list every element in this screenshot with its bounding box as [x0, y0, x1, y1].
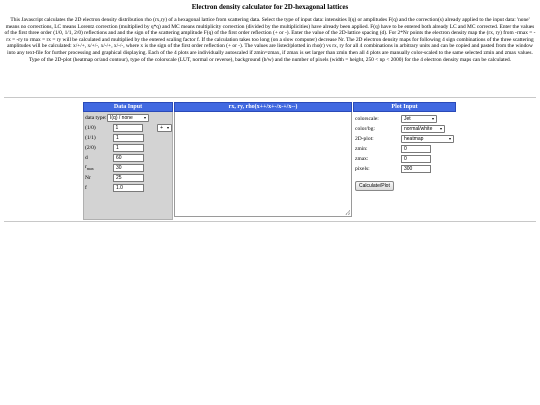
- colorscale-value: Jet: [404, 116, 411, 122]
- colorscale-label: colorscale:: [355, 116, 379, 122]
- r20-input[interactable]: 1: [113, 144, 144, 152]
- calculate-plot-button[interactable]: Calculate/Plot: [355, 181, 394, 191]
- rmax-label: [85, 164, 113, 171]
- plot2d-select[interactable]: [401, 135, 454, 143]
- f-row: [85, 183, 172, 193]
- chevron-down-icon: ▾: [166, 125, 169, 130]
- r11-input[interactable]: 1: [113, 134, 144, 142]
- zmax-label: zmax:: [355, 156, 369, 162]
- rmax-row: [85, 163, 172, 173]
- d-label: d: [85, 155, 88, 161]
- r10-sign-value: +: [160, 125, 164, 131]
- r10-sign-select[interactable]: [157, 124, 172, 132]
- r11-row: [85, 133, 172, 143]
- data-type-row: [85, 113, 172, 123]
- colorscale-select[interactable]: [401, 115, 437, 123]
- chevron-down-icon: ▾: [143, 115, 146, 120]
- zmax-row: [355, 154, 456, 164]
- r10-label: (1/0): [85, 125, 96, 131]
- output-heading: rx, ry, rho(x++/x+-/x-+/x--): [174, 102, 352, 112]
- r10-row: [85, 123, 172, 133]
- r20-label: (2/0): [85, 145, 96, 151]
- nr-label: Nr: [85, 175, 91, 181]
- nr-input[interactable]: 25: [113, 174, 144, 182]
- data-input-panel: [83, 102, 173, 220]
- divider-bottom: [4, 221, 536, 222]
- chevron-down-icon: ▾: [431, 116, 434, 121]
- divider: [4, 97, 536, 98]
- zmin-row: [355, 144, 456, 154]
- pixels-label: pixels:: [355, 166, 370, 172]
- plot2d-label: 2D-plot:: [355, 136, 374, 142]
- plot2d-value: heatmap: [404, 136, 424, 142]
- colorbg-label: color/bg:: [355, 126, 375, 132]
- rmax-input[interactable]: 30: [113, 164, 144, 172]
- zmax-input[interactable]: 0: [401, 155, 431, 163]
- intro-text: This Javascript calculates the 2D electron density distribution rho (rx,ry) of a hexagonal lattice from scattering data. Select the type of input data: intensities I(q) or amplitudes F(q) and the correction(s) already applied to the input data: 'none' means no corrections, LC means Lorentz correction (multiplied by q*q) and MC means multiplicity correction (divided by the multiplicities) have already been applied. F(q) have to be entered both already LC and MC corrected. Enter the values of the first three order (1/0, 1/1, 2/0) reflections and and the sign of the scattering amplitude F(q) of the first order reflection (+ or -). Enter the value of the 2D-lattice spacing (d). For 2*Nr points the electron density map the (rx, ry) from -rmax = -rx = -ry to rmax = rx = ry will be calculated and multiplied by the entered scaling factor f. If the calculation takes too long (on a slow computer) decrease Nr. The 2D electron density maps for following 4 sign combinations of the three scattering amplitudes will be calculated: x/+/+, x/+/-, x/-/+, x/-/-, where x is the sign of the first order reflection (+ or -). The values are listed/plotted in rho(r) vs rx, ry for all 4 combinations in arbitrary units and can be copied and pasted from the window into any text-file for further processing and graphical displaying. Each of the 4 plots are individually autoscaled if zmin=zmax, if zmax is set larger than zmin then all 4 plots are manually color-scaled to the same selected zmin and zmax values. Type of the 2D-plot (heatmap or/and contour), type of the colorscale (LUT, normal or reverse), background (b/w) and the number of pixels (width = height, 250 < np < 2000) for the 4 electron density maps can be calculated.: [4, 17, 536, 63]
- chevron-down-icon: ▾: [439, 126, 442, 131]
- nr-row: [85, 173, 172, 183]
- f-label: f: [85, 185, 87, 191]
- plot-input-panel: [353, 102, 456, 192]
- colorbg-value: normal/white: [404, 126, 433, 132]
- rmax-label-main: r: [85, 164, 87, 171]
- colorbg-select[interactable]: [401, 125, 445, 133]
- r20-row: [85, 143, 172, 153]
- zmin-label: zmin:: [355, 146, 368, 152]
- r10-input[interactable]: 1: [113, 124, 144, 132]
- plot-input-heading: Plot Input: [353, 102, 456, 112]
- d-row: [85, 153, 172, 163]
- data-type-select[interactable]: [107, 114, 149, 122]
- rmax-label-sub: max: [86, 166, 94, 172]
- data-input-heading: Data Input: [83, 102, 173, 112]
- plot2d-row: [355, 134, 456, 144]
- zmin-input[interactable]: 0: [401, 145, 431, 153]
- output-panel: [174, 102, 352, 217]
- colorscale-row: [355, 114, 456, 124]
- colorbg-row: [355, 124, 456, 134]
- resize-grip-icon[interactable]: [345, 210, 350, 215]
- r11-label: (1/1): [85, 135, 96, 141]
- data-type-value: I(q) / none: [110, 115, 133, 121]
- pixels-row: [355, 164, 456, 174]
- data-type-label: data type:: [85, 115, 107, 121]
- page-title: Electron density calculator for 2D-hexagonal lattices: [191, 3, 349, 11]
- f-input[interactable]: 1.0: [113, 184, 144, 192]
- pixels-input[interactable]: 300: [401, 165, 431, 173]
- d-input[interactable]: 60: [113, 154, 144, 162]
- output-textarea[interactable]: [174, 112, 352, 217]
- chevron-down-icon: ▾: [448, 136, 451, 141]
